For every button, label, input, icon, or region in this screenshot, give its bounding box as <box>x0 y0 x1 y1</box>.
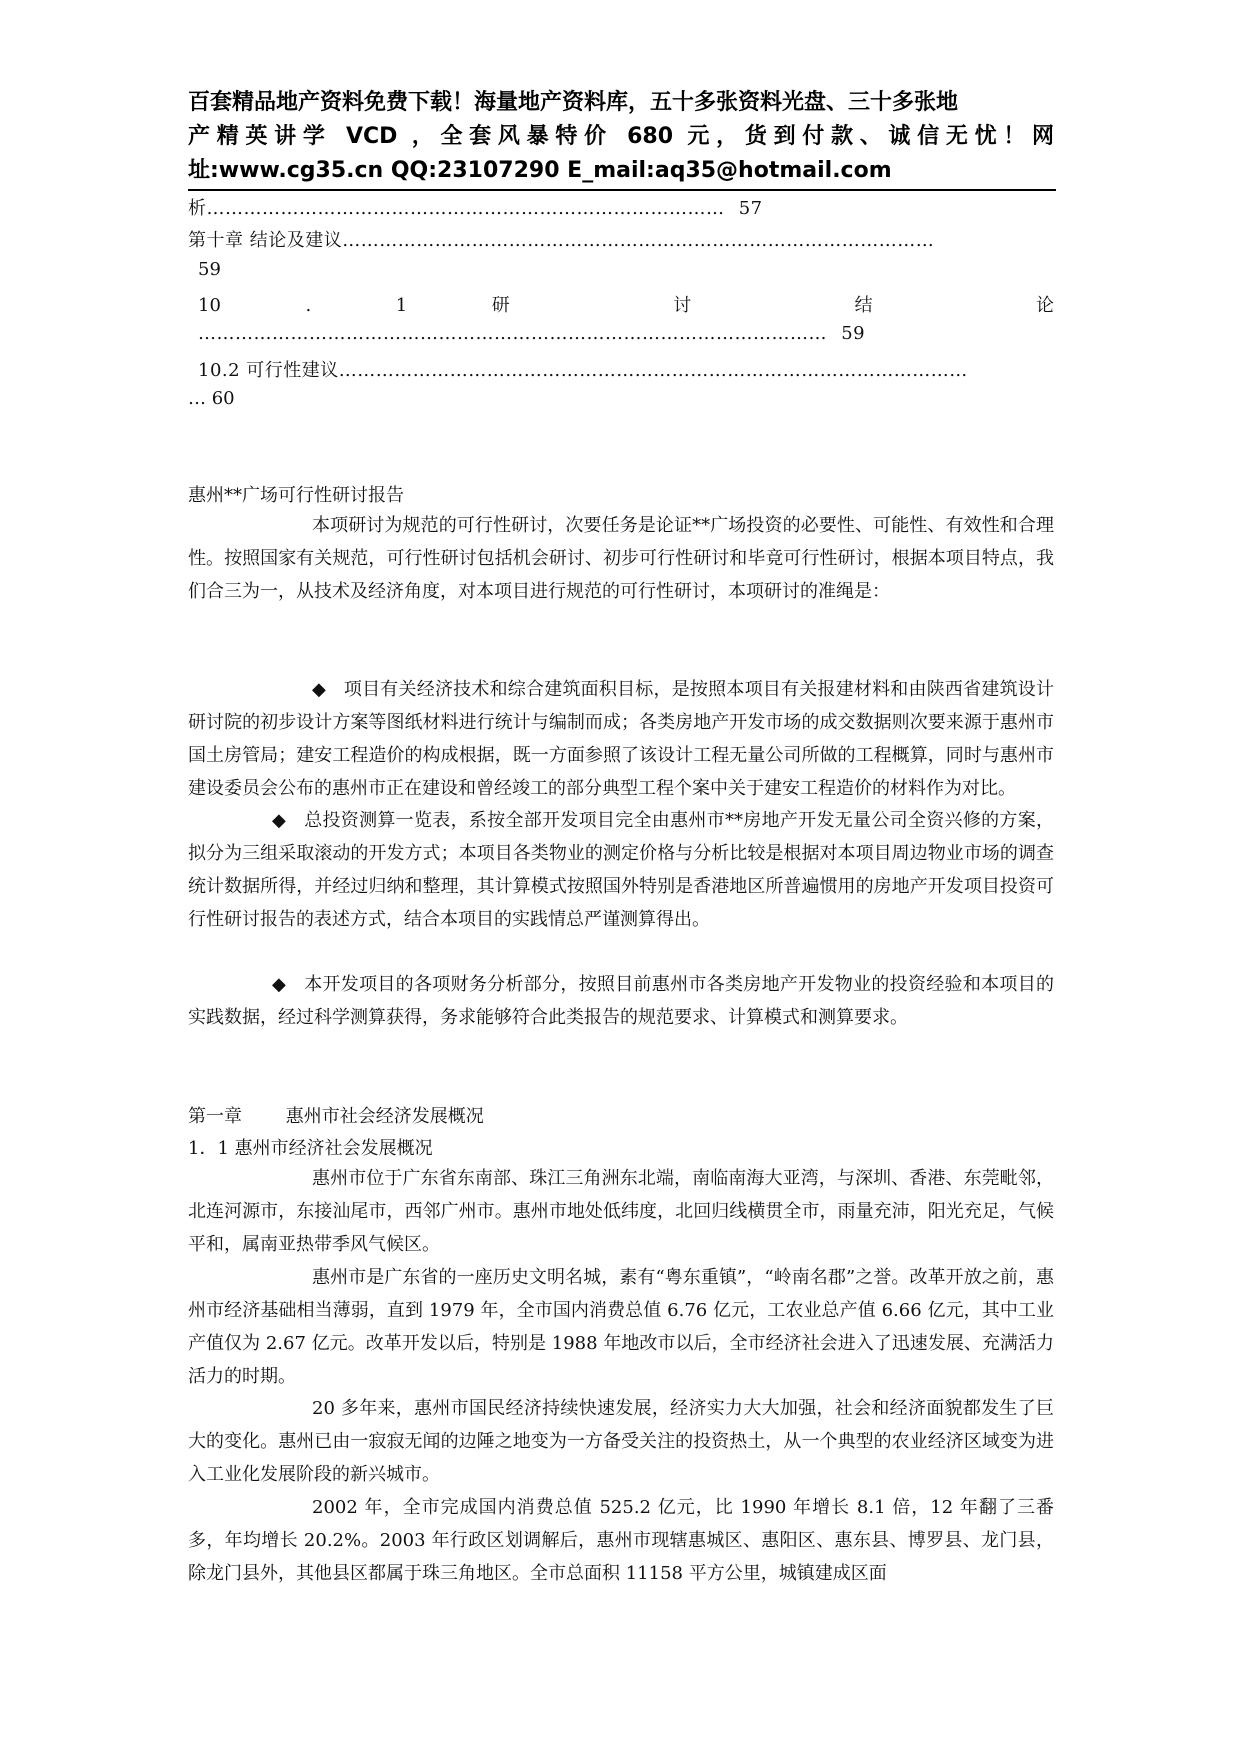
chapter-heading <box>188 1102 484 1128</box>
toc-page-number: 59 <box>198 259 221 280</box>
bullet-paragraph-1 <box>188 673 1054 805</box>
intro-paragraph: 本项研讨为规范的可行性研讨，次要任务是论证**广场投资的必要性、可能性、有效性和合理性。按照国家有关规范，可行性研讨包括机会研讨、初步可行性研讨和毕竟可行性研讨，根据本项目特点，我们合三为一，从技术及经济角度，对本项目进行规范的可行性研讨，本项研讨的准绳是： <box>188 515 1054 602</box>
toc-entry-analysis <box>188 194 763 220</box>
toc-dots: ………………………………………………………………………………………… <box>198 323 827 344</box>
header-line-2: 产精英讲学 VCD ，全套风暴特价 680 元，货到付款、诚信无忧！网 <box>188 124 1054 149</box>
chapter-paragraph-3: 20 多年来，惠州市国民经济持续快速发展，经济实力大大加强，社会和经济面貌都发生了巨大的变化。惠州已由一寂寂无闻的边陲之地变为一方备受关注的投资热土，从一个典型的农业经济区域变为进入工业化发展阶段的新兴城市。 <box>188 1398 1054 1485</box>
header-line-1: 百套精品地产资料免费下载！海量地产资料库，五十多张资料光盘、三十多张地 <box>188 90 959 115</box>
toc-part: 结 <box>854 295 952 316</box>
diamond-bullet-icon: ◆ <box>312 679 327 700</box>
toc-page-number: 59 <box>841 323 866 344</box>
toc-entry-chapter10 <box>188 226 1054 252</box>
toc-entry-10-2-cont: … 60 <box>188 388 235 409</box>
toc-entry-text: 析………………………………………………………………………… <box>188 198 725 219</box>
toc-entry-10-2 <box>198 356 1054 382</box>
toc-part: 论 <box>1036 295 1054 316</box>
bullet-text: 本开发项目的各项财务分析部分，按照目前惠州市各类房地产开发物业的投资经验和本项目的实践数据，经过科学测算获得，务求能够符合此类报告的规范要求、计算模式和测算要求。 <box>188 974 1055 1028</box>
bullet-paragraph-2 <box>188 804 1054 936</box>
chapter-paragraph-4: 2002 年，全市完成国内消费总值 525.2 亿元，比 1990 年增长 8.1 倍，12 年翻了三番多，年均增长 20.2%。2003 年行政区划调解后，惠州市现辖惠城区、惠阳区、惠东县、博罗县、龙门县，除龙门县外，其他县区都属于珠三角地区。全市总面积 11158 平方公里，城镇建成区面 <box>188 1497 1054 1584</box>
toc-part: 10 <box>198 295 221 316</box>
toc-part: 讨 <box>673 295 771 316</box>
chapter-paragraph-1: 惠州市位于广东省东南部、珠江三角洲东北端，南临南海大亚湾，与深圳、香港、东莞毗邻，北连河源市，东接汕尾市，西邻广州市。惠州市地处低纬度，北回归线横贯全市，雨量充沛，阳光充足，气候平和，属南亚热带季风气候区。 <box>188 1168 1054 1255</box>
header-line-3: 址:www.cg35.cn QQ:23107290 E_mail:aq35@hotmail.com <box>188 158 892 183</box>
ad-header <box>188 86 1054 188</box>
bullet-text: 总投资测算一览表，系按全部开发项目完全由惠州市**房地产开发无量公司全资兴修的方案，拟分为三组采取滚动的开发方式；本项目各类物业的测定价格与分析比较是根据对本项目周边物业市场的调查统计数据所得，并经过归纳和整理，其计算模式按照国外特别是香港地区所普遍惯用的房地产开发项目投资可行性研讨报告的表述方式，结合本项目的实践情总严谨测算得出。 <box>188 810 1055 930</box>
report-title: 惠州**广场可行性研讨报告 <box>188 485 404 506</box>
toc-page-number: 57 <box>738 198 763 219</box>
bullet-text: 项目有关经济技术和综合建筑面积目标，是按照本项目有关报建材料和由陕西省建筑设计研讨院的初步设计方案等图纸材料进行统计与编制而成；各类房地产开发市场的成交数据则次要来源于惠州市国土房管局；建安工程造价的构成根据，既一方面参照了该设计工程无量公司所做的工程概算，同时与惠州市建设委员会公布的惠州市正在建设和曾经竣工的部分典型工程个案中关于建安工程造价的材料作为对比。 <box>188 679 1054 799</box>
toc-entry-text: 第十章 结论及建议…………………………………………………………………………………… <box>188 230 935 251</box>
toc-part: . <box>305 295 312 316</box>
toc-entry-text: 10.2 可行性建议………………………………………………………………………………………… <box>198 360 968 381</box>
chapter-paragraph-2: 惠州市是广东省的一座历史文明名城，素有“粤东重镇”，“岭南名郡”之誉。改革开放之前，惠州市经济基础相当薄弱，直到 1979 年，全市国内消费总值 6.76 亿元，工农业总产值 6.66 亿元，其中工业产值仅为 2.67 亿元。改革开发以后，特别是 1988 年地改市以后，全市经济社会进入了迅速发展、充满活力活力的时期。 <box>188 1267 1054 1387</box>
header-divider <box>188 189 1056 191</box>
bullet-paragraph-3 <box>188 968 1054 1034</box>
chapter-title: 惠州市社会经济发展概况 <box>285 1106 484 1127</box>
chapter-number: 第一章 <box>188 1106 242 1127</box>
section-heading: 1．1 惠州市经济社会发展概况 <box>188 1138 433 1159</box>
toc-part: 研 <box>491 295 589 316</box>
toc-part: 1 <box>395 295 408 316</box>
diamond-bullet-icon: ◆ <box>272 810 287 831</box>
diamond-bullet-icon: ◆ <box>272 974 287 995</box>
toc-entry-10-1-dots <box>198 323 865 344</box>
toc-entry-10-1 <box>198 291 1054 317</box>
